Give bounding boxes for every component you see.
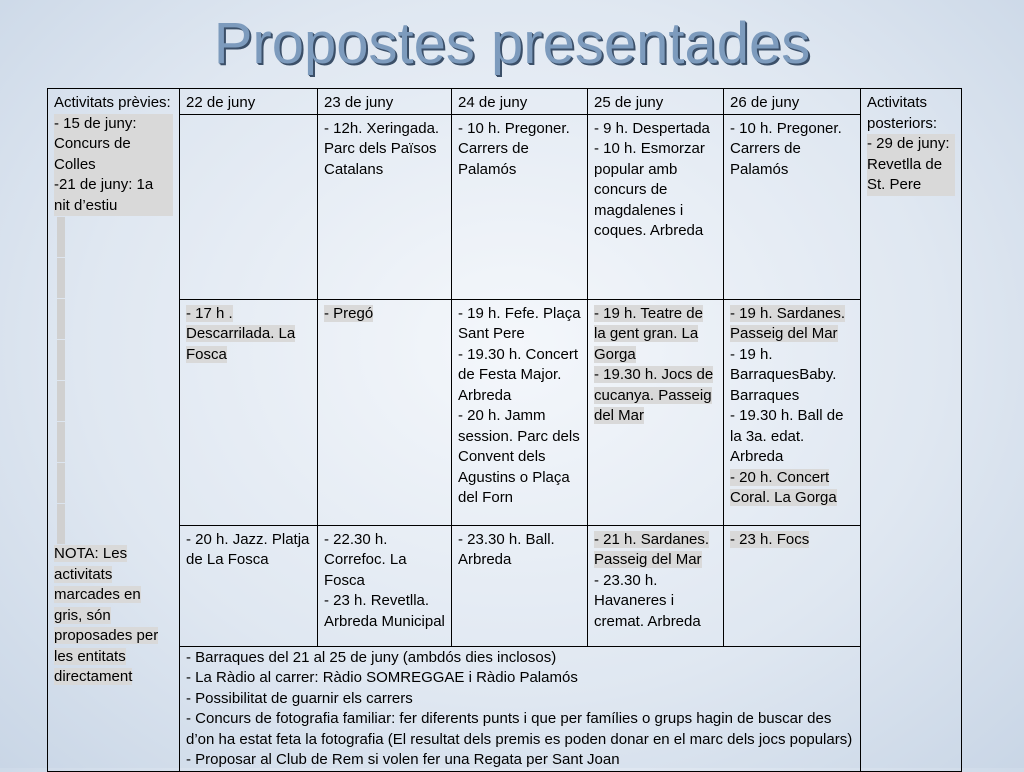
previous-activities-cell <box>48 89 180 772</box>
grey-marker <box>57 258 65 278</box>
grey-marker <box>57 299 65 319</box>
afternoon-cell-22: - 17 h . Descarrilada. La Fosca <box>180 299 318 525</box>
previous-activity-item: -21 de juny: 1a nit d’estiu <box>54 175 173 216</box>
morning-cell-22 <box>180 114 318 299</box>
day-header: 25 de juny <box>588 89 724 115</box>
note-text: NOTA: Les activitats marcades en gris, són proposades per les entitats directament <box>54 545 159 685</box>
day-header: 22 de juny <box>180 89 318 115</box>
morning-cell-24: - 10 h. Pregoner. Carrers de Palamós <box>452 114 588 299</box>
grey-marker <box>57 401 65 421</box>
grey-marker <box>57 463 65 483</box>
grey-marker <box>57 278 65 298</box>
general-notes-cell <box>180 646 861 771</box>
morning-cell-26: - 10 h. Pregoner. Carrers de Palamós <box>724 114 861 299</box>
grey-marker <box>57 237 65 257</box>
later-activities-cell <box>861 89 962 772</box>
grey-marker <box>57 319 65 339</box>
note-item: - Possibilitat de guarnir els carrers <box>186 689 413 707</box>
night-cell-22: - 20 h. Jazz. Platja de La Fosca <box>180 525 318 646</box>
grey-marker <box>57 340 65 360</box>
day-header: 23 de juny <box>318 89 452 115</box>
note-item: - Concurs de fotografia familiar: fer diferents punts i que per famílies o grups hagin de buscar des d’on ha estat feta la fotografia (El resultat dels premis es poden donar en el marc dels jocs populars) <box>186 710 853 748</box>
grey-marker <box>57 422 65 442</box>
schedule-table <box>47 88 962 772</box>
previous-activity-item: - 15 de juny: Concurs de Colles <box>54 114 173 176</box>
grey-marker <box>57 524 65 544</box>
night-cell-23: - 22.30 h. Correfoc. La Fosca - 23 h. Revetlla. Arbreda Municipal <box>318 525 452 646</box>
previous-activities-heading: Activitats prèvies: <box>54 94 171 111</box>
morning-cell-23: - 12h. Xeringada. Parc dels Països Catalans <box>318 114 452 299</box>
note-item: - La Ràdio al carrer: Ràdio SOMREGGAE i Ràdio Palamós <box>186 669 578 686</box>
grey-marker <box>57 217 65 237</box>
afternoon-cell-23: - Pregó <box>318 299 452 525</box>
grey-marker <box>57 442 65 462</box>
night-cell-25: - 21 h. Sardanes. Passeig del Mar - 23.30 h. Havaneres i cremat. Arbreda <box>588 525 724 646</box>
night-cell-26: - 23 h. Focs <box>724 525 861 646</box>
page-title: Propostes presentades <box>213 11 811 76</box>
night-cell-24: - 23.30 h. Ball. Arbreda <box>452 525 588 646</box>
note-item: - Barraques del 21 al 25 de juny (ambdós dies inclosos) <box>186 648 557 666</box>
afternoon-cell-26: - 19 h. Sardanes. Passeig del Mar - 19 h. BarraquesBaby. Barraques - 19.30 h. Ball de la 3a. edat. Arbreda - 20 h. Concert Coral. La Gorga <box>724 299 861 525</box>
later-activities-heading: Activitats posteriors: <box>867 94 938 132</box>
afternoon-cell-25: - 19 h. Teatre de la gent gran. La Gorga - 19.30 h. Jocs de cucanya. Passeig del Mar <box>588 299 724 525</box>
afternoon-cell-24: - 19 h. Fefe. Plaça Sant Pere - 19.30 h. Concert de Festa Major. Arbreda - 20 h. Jamm session. Parc dels Convent dels Agustins o Plaça del Forn <box>452 299 588 525</box>
note-item: - Proposar al Club de Rem si volen fer una Regata per Sant Joan <box>186 751 620 768</box>
day-header: 24 de juny <box>452 89 588 115</box>
grey-marker <box>57 381 65 401</box>
grey-marker <box>57 360 65 380</box>
grey-marker <box>57 483 65 503</box>
morning-cell-25: - 9 h. Despertada - 10 h. Esmorzar popular amb concurs de magdalenes i coques. Arbreda <box>588 114 724 299</box>
later-activity-item: - 29 de juny: Revetlla de St. Pere <box>867 134 955 196</box>
grey-marker <box>57 504 65 524</box>
day-header: 26 de juny <box>724 89 861 115</box>
